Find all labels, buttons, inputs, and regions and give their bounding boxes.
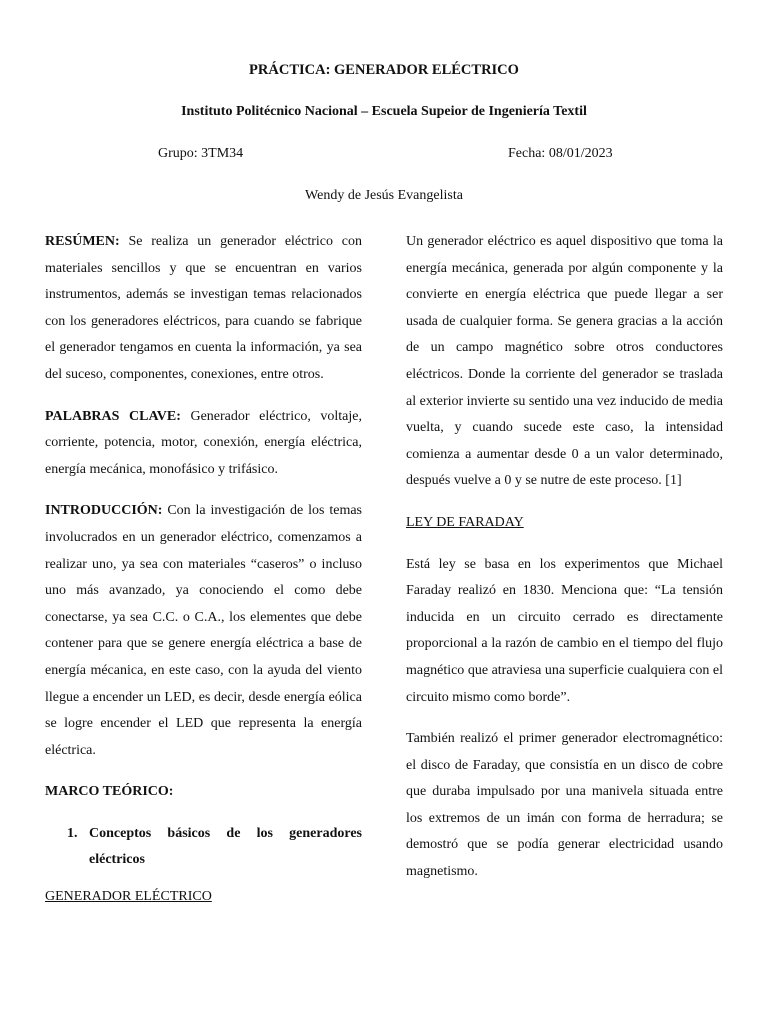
faraday-disk-paragraph: También realizó el primer generador electromagnético: el disco de Faraday, que consistía en un disco de cobre que duraba impulsado por una manivela situada entre los extremos de un imán con forma de herradura; se demostró que se podía generar electricidad usando magnetismo. (406, 731, 723, 880)
list-number: 1. (67, 825, 78, 841)
generator-paragraph: Un generador eléctrico es aquel dispositivo que toma la energía mecánica, generada por algún componente y la convierte en energía eléctrica que puede llegar a ser usada de cualquier forma. Se genera gracias a la acción de un campo magnético sobre otros conductores eléctricos. Donde la corriente del generador se traslada al exterior invierte su sentido una vez inducido de media vuelta, y cuando sucede este caso, la intensidad comienza a aumentar desde 0 a un valor determinado, después vuelve a 0 y se nutre de este proceso. [1] (406, 234, 723, 489)
faraday-law-paragraph: Está ley se basa en los experimentos que Michael Faraday realizó en 1830. Menciona que: “La tensión inducida en un circuito cerrado es directamente proporcional a la razón de cambio en el tiempo del flujo magnético que atraviesa una superficie cualquiera con el circuito mismo como borde”. (406, 556, 723, 705)
introduction-label: INTRODUCCIÓN: (45, 503, 163, 519)
group-label: Grupo: 3TM34 (158, 146, 244, 161)
list-item-text: Conceptos básicos de los generadores eléctricos (89, 825, 362, 868)
right-column (406, 229, 723, 901)
faraday-heading: LEY DE FARADAY (406, 514, 524, 530)
abstract-text: Se realiza un generador eléctrico con materiales sencillos y que se encuentran en varios instrumentos, además se investigan temas relacionados con los generadores eléctricos, para cuando se fabrique el generador tengamos en cuenta la información, ya sea del suceso, componentes, conexiones, entre otros. (45, 234, 362, 382)
author-name: Wendy de Jesús Evangelista (305, 188, 463, 203)
introduction-paragraph (45, 498, 362, 764)
keywords-label: PALABRAS CLAVE: (45, 408, 181, 424)
institute-name: Instituto Politécnico Nacional – Escuela Supeior de Ingeniería Textil (181, 104, 587, 119)
date-label: Fecha: 08/01/2023 (508, 146, 613, 161)
left-column (45, 229, 362, 926)
abstract-paragraph (45, 229, 362, 389)
keywords-paragraph (45, 404, 362, 484)
abstract-label: RESÚMEN: (45, 234, 120, 249)
keywords-text: Generador eléctrico, voltaje, corriente, potencia, motor, conexión, energía eléctrica, energía mecánica, monofásico y trifásico. (45, 408, 363, 477)
page-title: PRÁCTICA: GENERADOR ELÉCTRICO (249, 62, 519, 78)
theoretical-framework-heading: MARCO TEÓRICO: (45, 784, 174, 800)
generator-heading: GENERADOR ELÉCTRICO (45, 889, 212, 905)
introduction-text: Con la investigación de los temas involucrados en un generador eléctrico, comenzamos a realizar uno, ya sea con materiales “caseros” o incluso uno más avanzado, ya conociendo el como debe conectarse, ya sea C.C. o C.A., los elementes que debe contener para que se genere energía eléctrica a base de energía mécanica, en este caso, con la ayuda del viento llegue a encender un LED, es decir, desde energía eólica se logre encender el LED que representa la energía eléctrica. (45, 503, 362, 758)
numbered-list-item (45, 821, 362, 874)
